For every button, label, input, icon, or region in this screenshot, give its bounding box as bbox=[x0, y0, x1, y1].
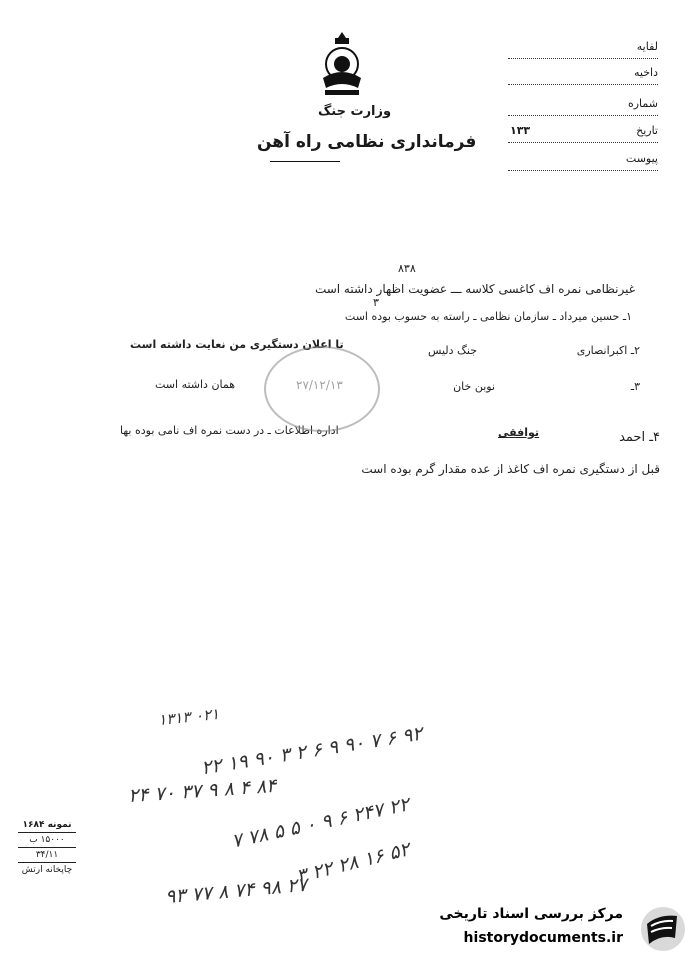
circular-stamp bbox=[264, 346, 380, 432]
body-line-1: غیرنظامی نمره اف کاغسی کلاسه ـــ عضویت اظهار داشته است bbox=[314, 282, 635, 296]
body-line-4-right: همان داشته است bbox=[155, 378, 236, 391]
body-line-4-left: ۳ـ bbox=[630, 380, 640, 393]
field-file-line bbox=[508, 40, 658, 59]
form-code-line-1: نمونه ۱۶۸۴ bbox=[18, 818, 76, 833]
body-line-5-mid: توافقی bbox=[498, 426, 540, 439]
body-line-3-left: ۲ـ اکبرانصاری bbox=[576, 344, 640, 357]
watermark-logo bbox=[633, 904, 691, 954]
watermark-url: historydocuments.ir bbox=[463, 930, 623, 946]
body-line-3-mid: جنگ دلیس bbox=[427, 344, 477, 357]
handwriting-line-5: ۳ ۲۲ ۲۸ ۱۶ ۵۲ bbox=[294, 838, 412, 888]
field-file-label: لفایه bbox=[636, 40, 658, 53]
body-line-1-number: ۸۳۸ bbox=[398, 262, 416, 275]
handwriting-line-4: ۷ ۷۸ ۵ ۵ ۰ ۹ ۶ ۲۴۷ ۲۲ bbox=[229, 793, 412, 853]
watermark bbox=[425, 900, 695, 956]
handwriting-line-6: ۹۳ ۷۷ ۸ ۷۴ ۹۸ ۲۷ bbox=[164, 873, 309, 909]
field-date-line bbox=[508, 124, 658, 143]
field-number-line bbox=[508, 97, 658, 116]
office-name: فرمانداری نظامی راه آهن bbox=[257, 132, 477, 152]
letterhead-underline bbox=[270, 161, 340, 162]
body-line-5-right: اداره اطلاعات ـ در دست نمره اف نامی بوده بها bbox=[120, 424, 339, 437]
handwriting-line-2: ۲۲ ۱۹ ۹۰ ۳ ۲ ۶ ۹ ۹۰ ۷ ۶ ۹۲ bbox=[199, 722, 425, 780]
body-line-6: قبل از دستگیری نمره اف کاغذ از عده مقدار گرم بوده است bbox=[361, 462, 660, 476]
handwriting-line-1: ۱۳۱۳ ۰۲۱ bbox=[157, 704, 220, 730]
field-number-label: شماره bbox=[627, 97, 658, 110]
form-code-line-4: چاپخانه ارتش bbox=[21, 865, 73, 875]
form-code-line-2: ۱۵۰۰۰ ب bbox=[18, 833, 76, 848]
body-line-3-right: تا اعلان دستگیری من نعایت داشته است bbox=[130, 338, 344, 351]
ministry-name: وزارت جنگ bbox=[318, 104, 392, 119]
stamp-date: ۲۷/۱۲/۱۳ bbox=[296, 378, 343, 392]
field-attachment-label: پیوست bbox=[625, 152, 658, 165]
body-line-2: ۱ـ حسین میرداد ـ سازمان نظامی ـ راسته به حسوب بوده است bbox=[344, 310, 632, 323]
field-section-line bbox=[508, 66, 658, 85]
form-code-block bbox=[18, 818, 76, 877]
field-date-label: تاریخ bbox=[636, 124, 658, 137]
handwriting-line-3: ۲۴ ۷۰ ۳۷ ۹ ۸ ۴ ۸۴ bbox=[127, 774, 278, 808]
body-line-1-sub: ۳ bbox=[373, 296, 379, 309]
field-section-label: داخیه bbox=[634, 66, 658, 79]
form-code-line-3: ۳۴/۱۱ bbox=[18, 848, 76, 863]
lion-and-sun-emblem bbox=[315, 30, 369, 100]
field-date-value: ۱۳۳ bbox=[510, 124, 531, 137]
field-attachment-line bbox=[508, 152, 658, 171]
body-line-5-left: ۴ـ احمد bbox=[619, 430, 660, 445]
body-line-4-mid: نوبن خان bbox=[453, 380, 495, 393]
watermark-title: مرکز بررسی اسناد تاریخی bbox=[439, 906, 623, 922]
